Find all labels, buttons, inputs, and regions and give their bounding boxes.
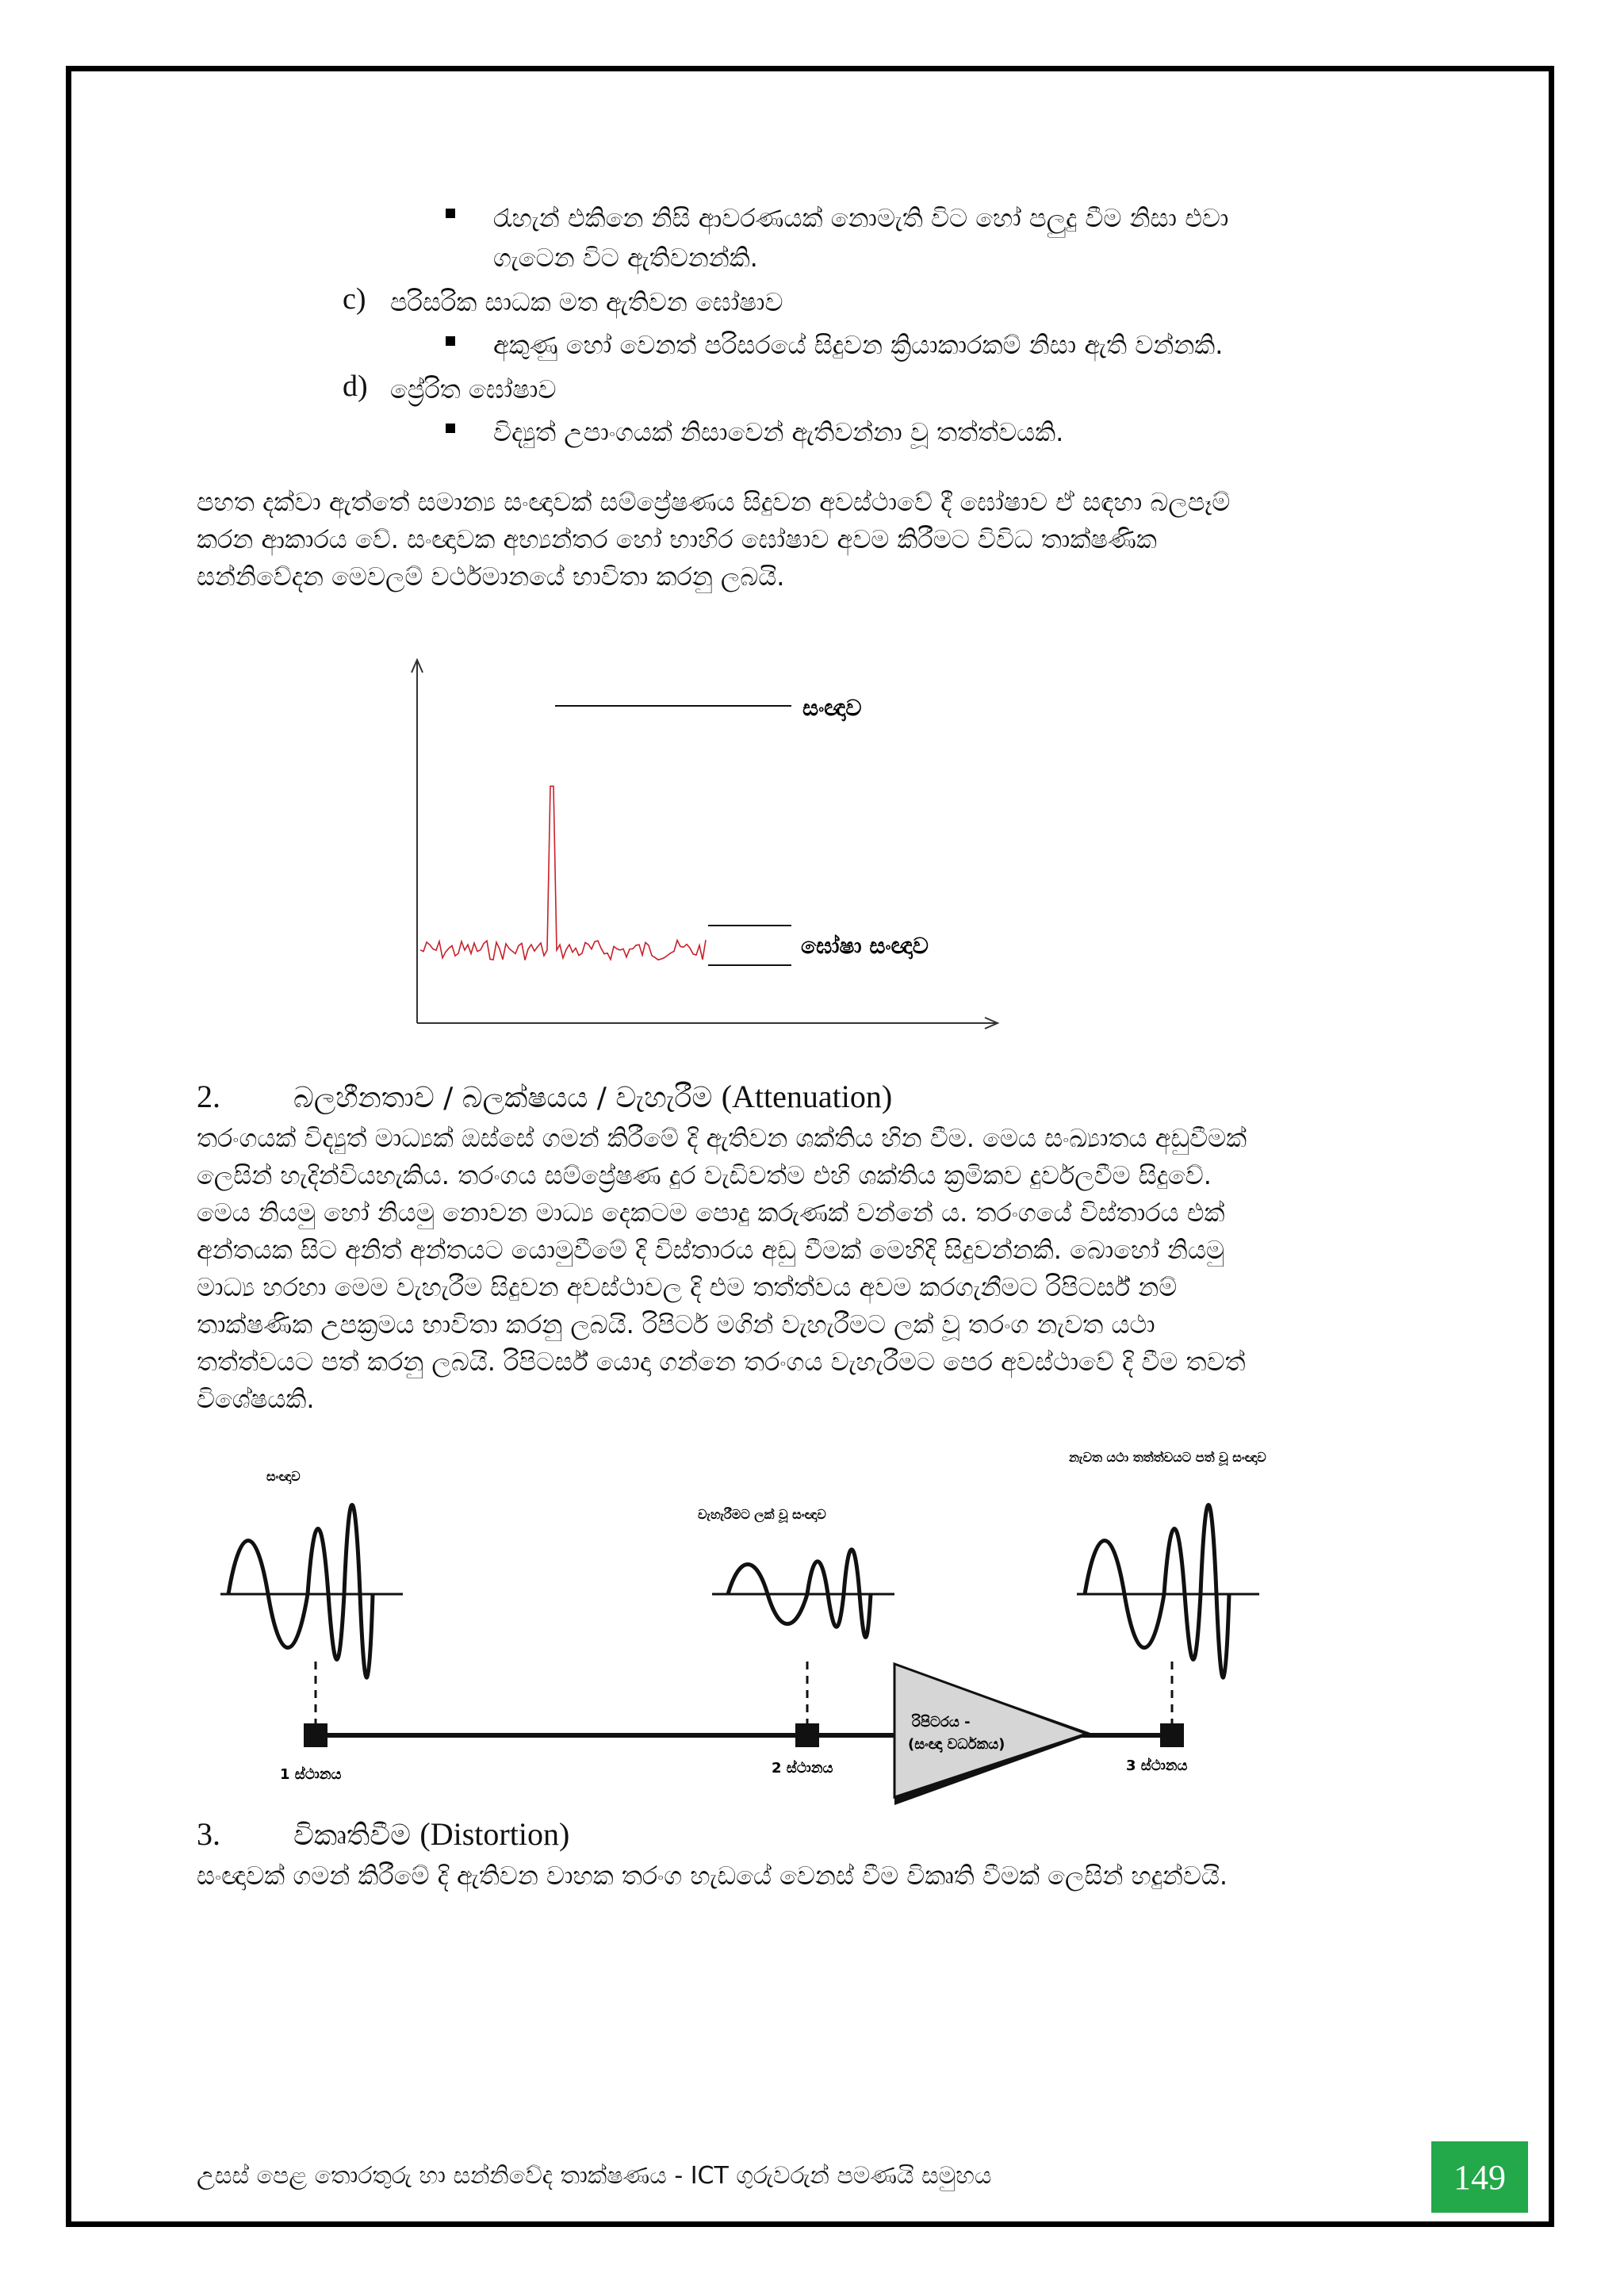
paragraph-line: ලෙසින් හැදින්වියහැකිය. තරංගය සම්ප්‍රේෂණ දුර වැඩිවත්ම එහි ශක්තිය ක්‍රමිකව දුර්වලවීම සිදුවේ. <box>197 1160 1212 1190</box>
item-title: පරිසරික සාධක මත ඇතිවන ඝෝෂාව <box>390 287 783 317</box>
repeater-amplifier <box>894 1664 1086 1797</box>
section-title <box>293 1077 892 1118</box>
station-label-3: 3 ස්ථානය <box>1126 1757 1188 1774</box>
noise-label: ඝෝෂා සංඥාව <box>801 933 929 959</box>
station-label-2: 2 ස්ථානය <box>772 1760 833 1777</box>
signal-trace <box>420 786 706 960</box>
bullet-text-line: රැහැන් එකිනෙ නිසි ආවරණයක් නොමැති විට හෝ පලුදු වීම නිසා එවා <box>493 203 1229 233</box>
bullet-square <box>446 424 455 433</box>
section-title <box>293 1815 569 1856</box>
station-node-3 <box>1160 1723 1184 1747</box>
signal-label: සංඥාව <box>802 695 862 721</box>
item-marker: d) <box>343 370 368 403</box>
station-node-1 <box>304 1723 327 1747</box>
bullet-square <box>446 209 455 218</box>
bullet-text-line: අකුණු හෝ වෙනත් පරිසරයේ සිදුවන ක්‍රියාකාරකම් නිසා ඇති වන්නකි. <box>493 330 1224 360</box>
section-heading <box>197 1077 220 1118</box>
paragraph-line: මාධ්‍ය හරහා මෙම වැහැරීම සිදුවන අවස්ථාවල දි එම තත්ත්වය අවම කරගැනීමට රිපිටර්ස් නම් <box>197 1272 1178 1302</box>
section-title-si: බලහීනතාව / බලක්ෂයය / වැහැරීම <box>293 1082 722 1114</box>
station-node-2 <box>795 1723 819 1747</box>
section-title-en: (Distortion) <box>419 1816 570 1852</box>
page-number: 149 <box>1431 2141 1528 2213</box>
footer-text: උසස් පෙළ තොරතුරු හා සන්නිවේද තාක්ෂණය - ICT ගුරුවරුන් පමණයි සමුහය <box>197 2162 992 2190</box>
paragraph-line: සංඥාවක් ගමන් කිරීමේ දි ඇතිවන වාහක තරංග හැඩයේ වෙනස් වීම විකෘති වීමක් ලෙසින් හදුන්වයි. <box>197 1861 1228 1891</box>
section-number: 3. <box>197 1816 220 1852</box>
item-marker: c) <box>343 282 366 316</box>
wave3-label: නැවත යථා තත්ත්වයට පත් වූ සංඥාව <box>1069 1450 1266 1465</box>
paragraph-line: තාක්ෂණික උපක්‍රමය භාවිතා කරනු ලබයි. රිපිටර් මගින් වැහැරීමට ලක් වූ තරංග නැවත යථා <box>197 1309 1155 1340</box>
station-label-1: 1 ස්ථානය <box>280 1766 342 1783</box>
repeater-label-line2: (සංඥා වර්ධකය) <box>908 1736 1005 1753</box>
paragraph-line: කරන ආකාරය වේ. සංඥාවක අභ්‍යන්තර හෝ භාහිර ඝෝෂාව අවම කිරීමට විවිධ තාක්ෂණික <box>197 524 1157 554</box>
wave-attenuated <box>712 1550 894 1638</box>
wave1-label: සංඥාව <box>266 1469 301 1484</box>
section-heading <box>197 1815 220 1856</box>
wave-original <box>220 1505 403 1678</box>
section-title-en: (Attenuation) <box>721 1079 893 1114</box>
paragraph-line: පහත දක්වා ඇත්තේ සමාන්‍ය සංඥාවක් සම්ප්‍රේෂණය සිදුවන අවස්ථාවේ දී ඝෝෂාව ඒ සඳහා බලපෑම් <box>197 487 1231 517</box>
paragraph-line: සන්නිවේදන මෙවලම් වර්ථමානයේ භාවිතා කරනු ලබයි. <box>197 562 785 592</box>
paragraph-line: අන්තයක සිට අනිත් අන්තයට යොමුවීමේ දි විස්තාරය අඩු වීමක් මෙහිදි සිදුවන්නකි. බොහෝ නියමු <box>197 1235 1225 1265</box>
section-number: 2. <box>197 1079 220 1114</box>
noise-figure <box>396 650 1015 1047</box>
section-title-si: විකෘතිවීම <box>293 1819 420 1852</box>
paragraph-line: තරංගයක් විද්‍යුත් මාධ්‍යක් ඔස්සේ ගමන් කිරීමේ දි ඇතිවන ශක්තිය හින වීම. මෙය සංඛ්‍යාතය අඩුවීමක් <box>197 1123 1247 1153</box>
item-title: ප්‍රේරිත ඝෝෂාව <box>390 374 557 404</box>
paragraph-line: මෙය නියමු හෝ නියමු නොවන මාධ්‍ය දෙකටම පොදු කරුණක් වන්නේ ය. තරංගයේ විස්තාරය එක් <box>197 1198 1225 1228</box>
paragraph-line: තත්ත්වයට පත් කරනු ලබයි. රිපිටර්ස් යොදා ගන්නෙ තරංගය වැහැරීමට පෙර අවස්ථාවේ දි වීම තවත් <box>197 1347 1246 1377</box>
bullet-text-line: විද්‍යුත් උපාංගයක් නිසාවෙන් ඇතිවන්නා වූ තත්ත්වයකි. <box>493 417 1064 447</box>
bullet-text-line: ගැටෙන විට ඇතිවනන්කි. <box>493 243 758 273</box>
wave2-label: වැහැරීමට ලක් වූ සංඥාව <box>698 1507 826 1522</box>
repeater-label-line1: රිපිටරය - <box>912 1714 971 1731</box>
bullet-square <box>446 336 455 346</box>
attenuation-figure <box>197 1435 1434 1832</box>
wave-restored <box>1077 1505 1259 1678</box>
paragraph-line: විශේෂයකි. <box>197 1384 315 1414</box>
